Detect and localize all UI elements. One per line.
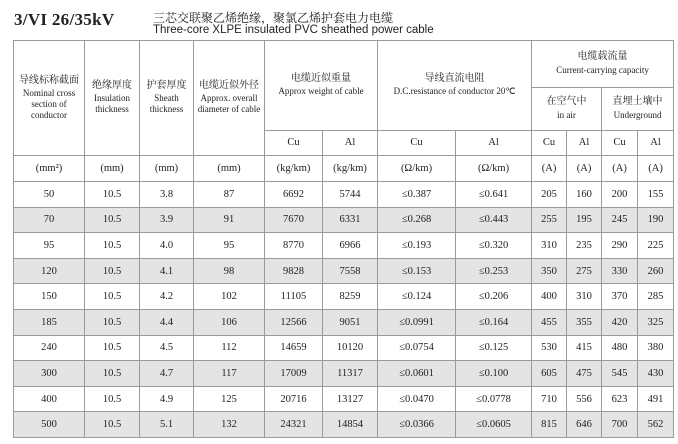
table-cell: ≤0.206 xyxy=(456,284,532,310)
header-overall-diameter: 电缆近似外径 Approx. overall diameter of cable xyxy=(194,41,265,156)
unit-cell: (Ω/km) xyxy=(378,156,456,182)
unit-cell: (kg/km) xyxy=(265,156,323,182)
table-cell: 245 xyxy=(602,207,638,233)
table-cell: ≤0.641 xyxy=(456,182,532,208)
table-cell: 475 xyxy=(567,361,602,387)
table-cell: 7558 xyxy=(323,258,378,284)
header-resistance-al: Al xyxy=(456,131,532,156)
header-dc-resistance: 导线直流电阻 D.C.resistance of conductor 20℃ xyxy=(378,41,532,131)
table-cell: 195 xyxy=(567,207,602,233)
table-cell: 325 xyxy=(638,309,674,335)
table-cell: 235 xyxy=(567,233,602,259)
table-cell: 255 xyxy=(532,207,567,233)
title-chinese: 三芯交联聚乙烯绝缘，聚氯乙烯护套电力电缆 xyxy=(153,11,394,25)
header-cross-section: 导线标称截面 Nominal cross section of conductor xyxy=(14,41,85,156)
table-cell: 623 xyxy=(602,386,638,412)
table-cell: 605 xyxy=(532,361,567,387)
table-cell: 10.5 xyxy=(85,361,140,387)
table-row xyxy=(14,309,674,335)
table-cell: ≤0.193 xyxy=(378,233,456,259)
header-row-1 xyxy=(14,41,674,88)
table-cell: 98 xyxy=(194,258,265,284)
table-cell: ≤0.0991 xyxy=(378,309,456,335)
table-cell: 24321 xyxy=(265,412,323,438)
table-cell: 3.9 xyxy=(140,207,194,233)
table-cell: 17009 xyxy=(265,361,323,387)
table-cell: 4.4 xyxy=(140,309,194,335)
table-cell: 260 xyxy=(638,258,674,284)
unit-cell: (A) xyxy=(602,156,638,182)
table-cell: ≤0.0470 xyxy=(378,386,456,412)
table-cell: 400 xyxy=(14,386,85,412)
table-cell: 185 xyxy=(14,309,85,335)
table-cell: 160 xyxy=(567,182,602,208)
table-cell: 415 xyxy=(567,335,602,361)
table-cell: 11317 xyxy=(323,361,378,387)
table-cell: 95 xyxy=(194,233,265,259)
table-cell: 155 xyxy=(638,182,674,208)
table-cell: 275 xyxy=(567,258,602,284)
unit-cell: (A) xyxy=(567,156,602,182)
table-cell: 310 xyxy=(567,284,602,310)
table-cell: 120 xyxy=(14,258,85,284)
table-cell: 5.1 xyxy=(140,412,194,438)
unit-row xyxy=(14,156,674,182)
unit-cell: (Ω/km) xyxy=(456,156,532,182)
table-cell: ≤0.0778 xyxy=(456,386,532,412)
table-row xyxy=(14,182,674,208)
table-cell: 10.5 xyxy=(85,386,140,412)
table-cell: 6331 xyxy=(323,207,378,233)
table-cell: 4.2 xyxy=(140,284,194,310)
table-cell: ≤0.100 xyxy=(456,361,532,387)
header-underground: 直埋土壤中 Underground xyxy=(602,88,674,131)
header-weight-cu: Cu xyxy=(265,131,323,156)
table-cell: 330 xyxy=(602,258,638,284)
table-cell: ≤0.268 xyxy=(378,207,456,233)
table-cell: 10.5 xyxy=(85,309,140,335)
table-cell: 95 xyxy=(14,233,85,259)
header-underground-al: Al xyxy=(638,131,674,156)
table-cell: 300 xyxy=(14,361,85,387)
table-cell: ≤0.125 xyxy=(456,335,532,361)
table-cell: 7670 xyxy=(265,207,323,233)
table-row xyxy=(14,386,674,412)
table-cell: 102 xyxy=(194,284,265,310)
unit-cell: (mm²) xyxy=(14,156,85,182)
table-cell: 815 xyxy=(532,412,567,438)
table-cell: 8770 xyxy=(265,233,323,259)
table-cell: ≤0.0754 xyxy=(378,335,456,361)
table-row xyxy=(14,361,674,387)
table-cell: 400 xyxy=(532,284,567,310)
header-resistance-cu: Cu xyxy=(378,131,456,156)
cable-type-code: 3/VI 26/35kV xyxy=(14,10,115,29)
table-cell: 5744 xyxy=(323,182,378,208)
table-cell: 10.5 xyxy=(85,335,140,361)
table-row xyxy=(14,284,674,310)
header-underground-cu: Cu xyxy=(602,131,638,156)
table-cell: 106 xyxy=(194,309,265,335)
table-cell: 350 xyxy=(532,258,567,284)
table-cell: 125 xyxy=(194,386,265,412)
table-cell: 480 xyxy=(602,335,638,361)
table-cell: 4.1 xyxy=(140,258,194,284)
table-cell: 430 xyxy=(638,361,674,387)
table-cell: ≤0.253 xyxy=(456,258,532,284)
table-cell: 12566 xyxy=(265,309,323,335)
table-cell: 285 xyxy=(638,284,674,310)
header-insulation-thickness: 绝缘厚度 Insulation thickness xyxy=(85,41,140,156)
table-cell: 290 xyxy=(602,233,638,259)
table-cell: 87 xyxy=(194,182,265,208)
table-cell: 9828 xyxy=(265,258,323,284)
table-cell: 14854 xyxy=(323,412,378,438)
table-cell: 500 xyxy=(14,412,85,438)
table-cell: ≤0.387 xyxy=(378,182,456,208)
table-cell: 50 xyxy=(14,182,85,208)
table-cell: 4.5 xyxy=(140,335,194,361)
table-row xyxy=(14,412,674,438)
table-cell: ≤0.153 xyxy=(378,258,456,284)
unit-cell: (mm) xyxy=(140,156,194,182)
table-cell: 491 xyxy=(638,386,674,412)
header-current-capacity: 电缆载流量 Current-carrying capacity xyxy=(532,41,674,88)
table-cell: 8259 xyxy=(323,284,378,310)
table-cell: 420 xyxy=(602,309,638,335)
table-cell: 710 xyxy=(532,386,567,412)
table-cell: ≤0.320 xyxy=(456,233,532,259)
header-air-cu: Cu xyxy=(532,131,567,156)
header-in-air: 在空气中 in air xyxy=(532,88,602,131)
table-cell: 9051 xyxy=(323,309,378,335)
header-weight-al: Al xyxy=(323,131,378,156)
table-cell: 91 xyxy=(194,207,265,233)
header-sheath-thickness: 护套厚度 Sheath thickness xyxy=(140,41,194,156)
table-cell: 205 xyxy=(532,182,567,208)
table-cell: 4.0 xyxy=(140,233,194,259)
header-air-al: Al xyxy=(567,131,602,156)
table-cell: 6692 xyxy=(265,182,323,208)
table-cell: ≤0.0601 xyxy=(378,361,456,387)
table-cell: 455 xyxy=(532,309,567,335)
table-cell: 240 xyxy=(14,335,85,361)
cable-spec-table xyxy=(13,40,674,438)
table-cell: 11105 xyxy=(265,284,323,310)
table-cell: 562 xyxy=(638,412,674,438)
unit-cell: (mm) xyxy=(194,156,265,182)
table-cell: 646 xyxy=(567,412,602,438)
table-row xyxy=(14,233,674,259)
table-cell: 10.5 xyxy=(85,412,140,438)
table-cell: 112 xyxy=(194,335,265,361)
table-cell: 200 xyxy=(602,182,638,208)
table-cell: ≤0.164 xyxy=(456,309,532,335)
table-cell: 10.5 xyxy=(85,258,140,284)
table-cell: 150 xyxy=(14,284,85,310)
table-cell: 14659 xyxy=(265,335,323,361)
document-header xyxy=(14,6,674,38)
table-cell: 545 xyxy=(602,361,638,387)
table-cell: 10.5 xyxy=(85,284,140,310)
table-cell: ≤0.443 xyxy=(456,207,532,233)
table-cell: 13127 xyxy=(323,386,378,412)
table-cell: 6966 xyxy=(323,233,378,259)
table-cell: 10.5 xyxy=(85,233,140,259)
unit-cell: (A) xyxy=(638,156,674,182)
unit-cell: (mm) xyxy=(85,156,140,182)
table-body xyxy=(14,182,674,438)
table-cell: 4.7 xyxy=(140,361,194,387)
header-approx-weight: 电缆近似重量 Approx weight of cable xyxy=(265,41,378,131)
table-cell: 10120 xyxy=(323,335,378,361)
table-cell: 70 xyxy=(14,207,85,233)
unit-cell: (A) xyxy=(532,156,567,182)
table-cell: 3.8 xyxy=(140,182,194,208)
table-cell: ≤0.0605 xyxy=(456,412,532,438)
table-cell: 556 xyxy=(567,386,602,412)
title-english: Three-core XLPE insulated PVC sheathed power cable xyxy=(153,24,434,36)
table-cell: 225 xyxy=(638,233,674,259)
table-row xyxy=(14,258,674,284)
table-cell: 190 xyxy=(638,207,674,233)
table-cell: 132 xyxy=(194,412,265,438)
table-cell: 370 xyxy=(602,284,638,310)
table-cell: 380 xyxy=(638,335,674,361)
table-cell: 20716 xyxy=(265,386,323,412)
table-cell: 530 xyxy=(532,335,567,361)
table-cell: 700 xyxy=(602,412,638,438)
unit-cell: (kg/km) xyxy=(323,156,378,182)
table-row xyxy=(14,335,674,361)
table-row xyxy=(14,207,674,233)
table-cell: ≤0.0366 xyxy=(378,412,456,438)
table-cell: 117 xyxy=(194,361,265,387)
table-cell: ≤0.124 xyxy=(378,284,456,310)
table-cell: 4.9 xyxy=(140,386,194,412)
table-cell: 10.5 xyxy=(85,182,140,208)
table-cell: 355 xyxy=(567,309,602,335)
table-cell: 310 xyxy=(532,233,567,259)
table-cell: 10.5 xyxy=(85,207,140,233)
